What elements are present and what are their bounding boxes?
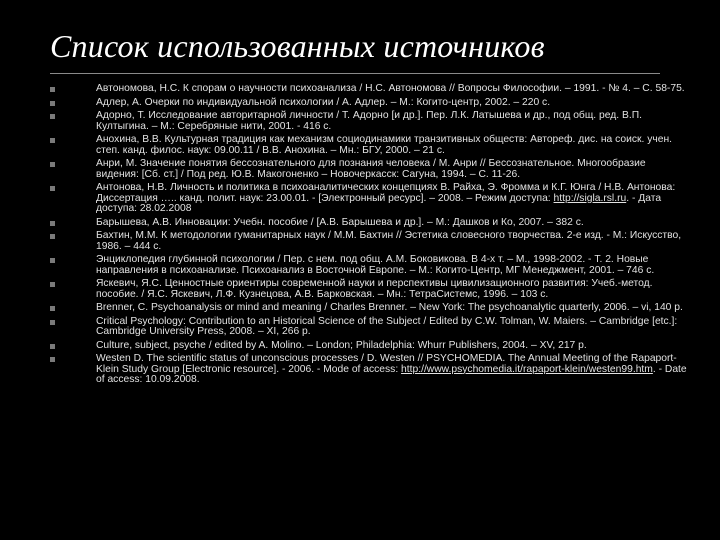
reference-text: Анохина, В.В. Культурная традиция как механизм социодинамики транзитивных обществ: Автореф. дис. на соиск. учен. степ. канд. филос. наук: 09.00.11 / В.В. Анохина. – Мн.: БГУ, 2000. – 21 с. [96,134,673,156]
reference-text: Энциклопедия глубинной психологии / Пер. с нем. под общ. А.М. Боковикова. В 4-х т. – М., 1998-2002. - Т. 2. Новые направления в психоанализе. Психоанализ в Восточной Европе. – М.: Когито-Центр, МГ Менеджмент, 2001. – 746 с. [96,254,655,276]
reference-text: Адлер, А. Очерки по индивидуальной психологии / А. Адлер. – М.: Когито-центр, 2002. – 220 с. [96,96,551,108]
square-bullet-icon [50,357,55,362]
reference-text: Анри, М. Значение понятия бессознательного для познания человека / М. Анри // Бессознательное. Многообразие видения: [Сб. ст.] / Под ред. Ю.В. Макогоненко – Новочеркасск: Сагуна, 1994. – С. 11-26. [96,158,646,180]
reference-text: Бахтин, М.М. К методологии гуманитарных наук / М.М. Бахтин // Эстетика словесного творчества. 2-е изд. - М.: Искусство, 1986. – 444 с. [96,230,682,252]
reference-item [50,354,690,385]
reference-text: Яскевич, Я.С. Ценностные ориентиры современной науки и перспективы цивилизационного развития: Учеб.-метод. пособие. / Я.С. Яскевич, Л.Ф. Кузнецова, А.В. Барковская. – Мн.: ТетраСистемс, 1996. – 103 с. [96,278,653,300]
reference-text: Westen D. The scientific status of unconscious processes / D. Westen // PSYCHOMEDIA. The Annual Meeting of the Rapaport-Klein Study Group [Electronic resource]. - 2006. - Mode of access: [96,353,677,375]
reference-item [50,341,690,351]
reference-text: Антонова, Н.В. Личность и политика в психоаналитических концепциях В. Райха, Э. Фромма и К.Г. Юнга / Н.В. Антонова: Диссертация ….. канд. полит. наук: 23.00.01. - [Электронный ресурс]. – 2008. – Режим доступа: [96,182,676,204]
reference-text: Адорно, Т. Исследование авторитарной личности / Т. Адорно [и др.]. Пер. Л.К. Латышева и др., под общ. ред. В.П. Култыгина. – М.: Серебряные нити, 2001. - 416 с. [96,110,642,132]
reference-item [50,231,690,252]
reference-item [50,159,690,180]
square-bullet-icon [50,138,55,143]
reference-link[interactable]: http://sigla.rsl.ru [553,192,627,204]
reference-item [50,218,690,228]
square-bullet-icon [50,186,55,191]
reference-list [50,84,690,389]
square-bullet-icon [50,221,55,226]
reference-text-tail: . - Date of access: 10.09.2008. [96,363,687,386]
reference-link[interactable]: http://www.psychomedia.it/rapaport-klein/westen99.htm [401,363,653,375]
square-bullet-icon [50,258,55,263]
reference-item [50,255,690,276]
square-bullet-icon [50,162,55,167]
square-bullet-icon [50,306,55,311]
reference-item [50,183,690,214]
square-bullet-icon [50,234,55,239]
title-divider [50,73,660,74]
reference-text-tail: . - Дата доступа: 28.02.2008 [96,192,662,214]
reference-text: Brenner, C. Psychoanalysis or mind and meaning / Charles Brenner. – New York: The psychoanalytic quarterly, 2006. – vi, 140 p. [96,302,683,314]
reference-text: Автономова, Н.С. К спорам о научности психоанализа / Н.С. Автономова // Вопросы Философии. – 1991. - № 4. – С. 58-75. [96,83,685,94]
square-bullet-icon [50,344,55,349]
square-bullet-icon [50,101,55,106]
reference-text: Critical Psychology: Contribution to an Historical Science of the Subject / Edited by C.W. Tolman, W. Maiers. – Cambridge [etc.]: Cambridge University Press, 2008. – XI, 266 p. [96,315,678,338]
reference-text: Culture, subject, psyche / edited by A. Molino. – London; Philadelphia: Whurr Publishers, 2004. – XV, 217 p. [96,339,587,351]
square-bullet-icon [50,320,55,325]
reference-item [50,303,690,313]
square-bullet-icon [50,114,55,119]
square-bullet-icon [50,87,55,92]
reference-item [50,111,690,132]
reference-text: Барышева, А.В. Инновации: Учебн. пособие / [А.В. Барышева и др.]. – М.: Дашков и Ко, 2007. – 382 с. [96,216,584,228]
square-bullet-icon [50,282,55,287]
reference-item [50,135,690,156]
reference-item [50,279,690,300]
reference-item [50,84,690,94]
slide-title: Список использованных источников [50,28,545,64]
reference-item [50,98,690,108]
reference-item [50,317,690,338]
